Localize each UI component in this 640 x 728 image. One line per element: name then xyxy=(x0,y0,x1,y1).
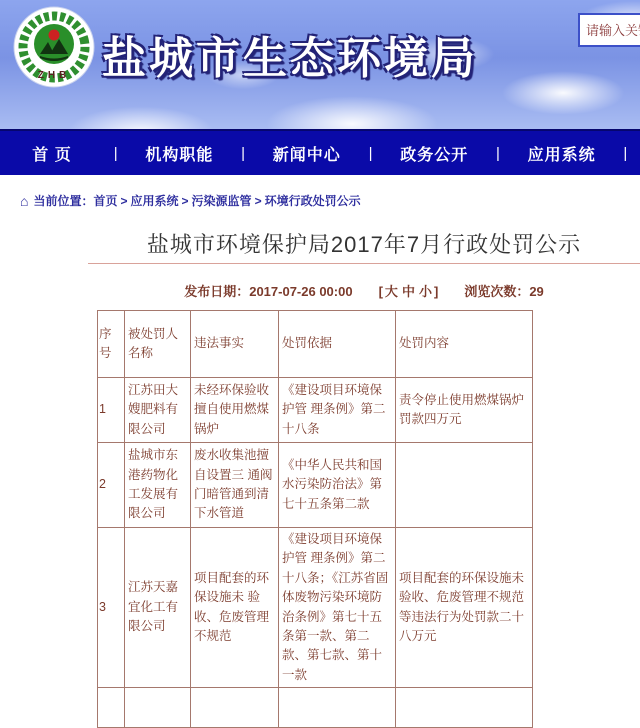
breadcrumb-label: 当前位置： xyxy=(33,194,94,208)
breadcrumb-item-pollution-supervision[interactable]: 污染源监管 xyxy=(191,194,252,208)
cell-penalty-basis: 《建设项目环境保护管 理条例》第二十八条；《江苏省固体废物污染环境防治条例》第七十五条第一款、第二款、第七款、第十一款 xyxy=(279,528,396,688)
header-penalized-name: 被处罚人名称 xyxy=(125,311,191,378)
cell-penalty-content xyxy=(396,688,533,728)
header-seq: 序号 xyxy=(98,311,125,378)
header-violation-facts: 违法事实 xyxy=(191,311,279,378)
cell-violation-facts: 未经环保验收擅自使用燃煤锅炉 xyxy=(191,378,279,443)
article-meta xyxy=(88,281,640,300)
cell-seq xyxy=(98,688,125,728)
cell-penalty-basis: 《建设项目环境保护管 理条例》第二十八条 xyxy=(279,378,396,443)
cell-violation-facts xyxy=(191,688,279,728)
cell-penalized-name xyxy=(125,688,191,728)
publish-date-label: 发布日期： xyxy=(184,284,250,299)
title-divider xyxy=(88,263,640,264)
views-label: 浏览次数： xyxy=(464,284,530,299)
cell-seq: 3 xyxy=(98,528,125,688)
breadcrumb-separator: > xyxy=(254,194,262,208)
table-row xyxy=(98,378,533,443)
breadcrumb-separator: > xyxy=(120,194,128,208)
nav-item-home[interactable]: 首 页 xyxy=(32,146,72,164)
cell-seq: 2 xyxy=(98,443,125,528)
table-header-row xyxy=(98,311,533,378)
nav-separator: | xyxy=(623,144,628,162)
cell-penalized-name: 江苏天嘉宜化工有限公司 xyxy=(125,528,191,688)
cell-penalized-name: 盐城市东港药物化工发展有限公司 xyxy=(125,443,191,528)
cell-penalty-content: 项目配套的环保设施未 验收、危废管理不规范等违法行为处罚款二十八万元 xyxy=(396,528,533,688)
main-nav xyxy=(0,129,640,175)
nav-separator: | xyxy=(495,144,500,162)
nav-item-gov-affairs[interactable]: 政务公开 xyxy=(400,146,469,164)
page-title: 盐城市环境保护局2017年7月行政处罚公示 xyxy=(146,232,582,257)
table-row xyxy=(98,443,533,528)
site-title: 盐城市生态环境局 xyxy=(102,34,478,83)
breadcrumb-item-applications[interactable]: 应用系统 xyxy=(130,194,179,208)
cell-penalty-content: 责令停止使用燃煤锅炉 罚款四万元 xyxy=(396,378,533,443)
breadcrumb-item-home[interactable]: 首页 xyxy=(93,194,118,208)
nav-separator: | xyxy=(113,144,118,162)
font-size-medium-button[interactable]: 中 xyxy=(401,284,415,299)
penalty-table xyxy=(97,310,533,728)
nav-item-functions[interactable]: 机构职能 xyxy=(145,146,214,164)
cell-violation-facts: 废水收集池擅自设置三 通阀门暗管通到清下水管道 xyxy=(191,443,279,528)
nav-item-news[interactable]: 新闻中心 xyxy=(272,146,341,164)
table-row-partial xyxy=(98,688,533,728)
cell-penalty-basis xyxy=(279,688,396,728)
nav-separator: | xyxy=(241,144,246,162)
font-size-small-button[interactable]: 小 xyxy=(418,284,432,299)
publish-date: 2017-07-26 00:00 xyxy=(249,284,353,299)
cell-penalty-basis: 《中华人民共和国水污染防治法》第七十五条第二款 xyxy=(279,443,396,528)
table-row xyxy=(98,528,533,688)
cell-seq: 1 xyxy=(98,378,125,443)
site-banner xyxy=(0,0,640,129)
cell-penalized-name: 江苏田大嫂肥料有限公司 xyxy=(125,378,191,443)
logo-text: ZHB xyxy=(37,70,71,81)
environment-bureau-logo-icon xyxy=(13,6,95,88)
home-icon: ⌂ xyxy=(20,193,29,209)
font-size-bracket-close: ] xyxy=(433,284,439,299)
nav-item-applications[interactable]: 应用系统 xyxy=(527,146,596,164)
font-size-bracket-open: [ xyxy=(378,284,383,299)
header-penalty-basis: 处罚依据 xyxy=(279,311,396,378)
cell-penalty-content xyxy=(396,443,533,528)
nav-separator: | xyxy=(368,144,373,162)
breadcrumb-separator: > xyxy=(181,194,189,208)
font-size-large-button[interactable]: 大 xyxy=(384,284,398,299)
header-penalty-content: 处罚内容 xyxy=(396,311,533,378)
views-count: 29 xyxy=(529,284,544,299)
search-input[interactable] xyxy=(578,13,640,47)
breadcrumb-item-penalty-announcement[interactable]: 环境行政处罚公示 xyxy=(264,194,361,208)
cell-violation-facts: 项目配套的环保设施未 验收、危废管理不规范 xyxy=(191,528,279,688)
breadcrumb xyxy=(20,192,361,209)
